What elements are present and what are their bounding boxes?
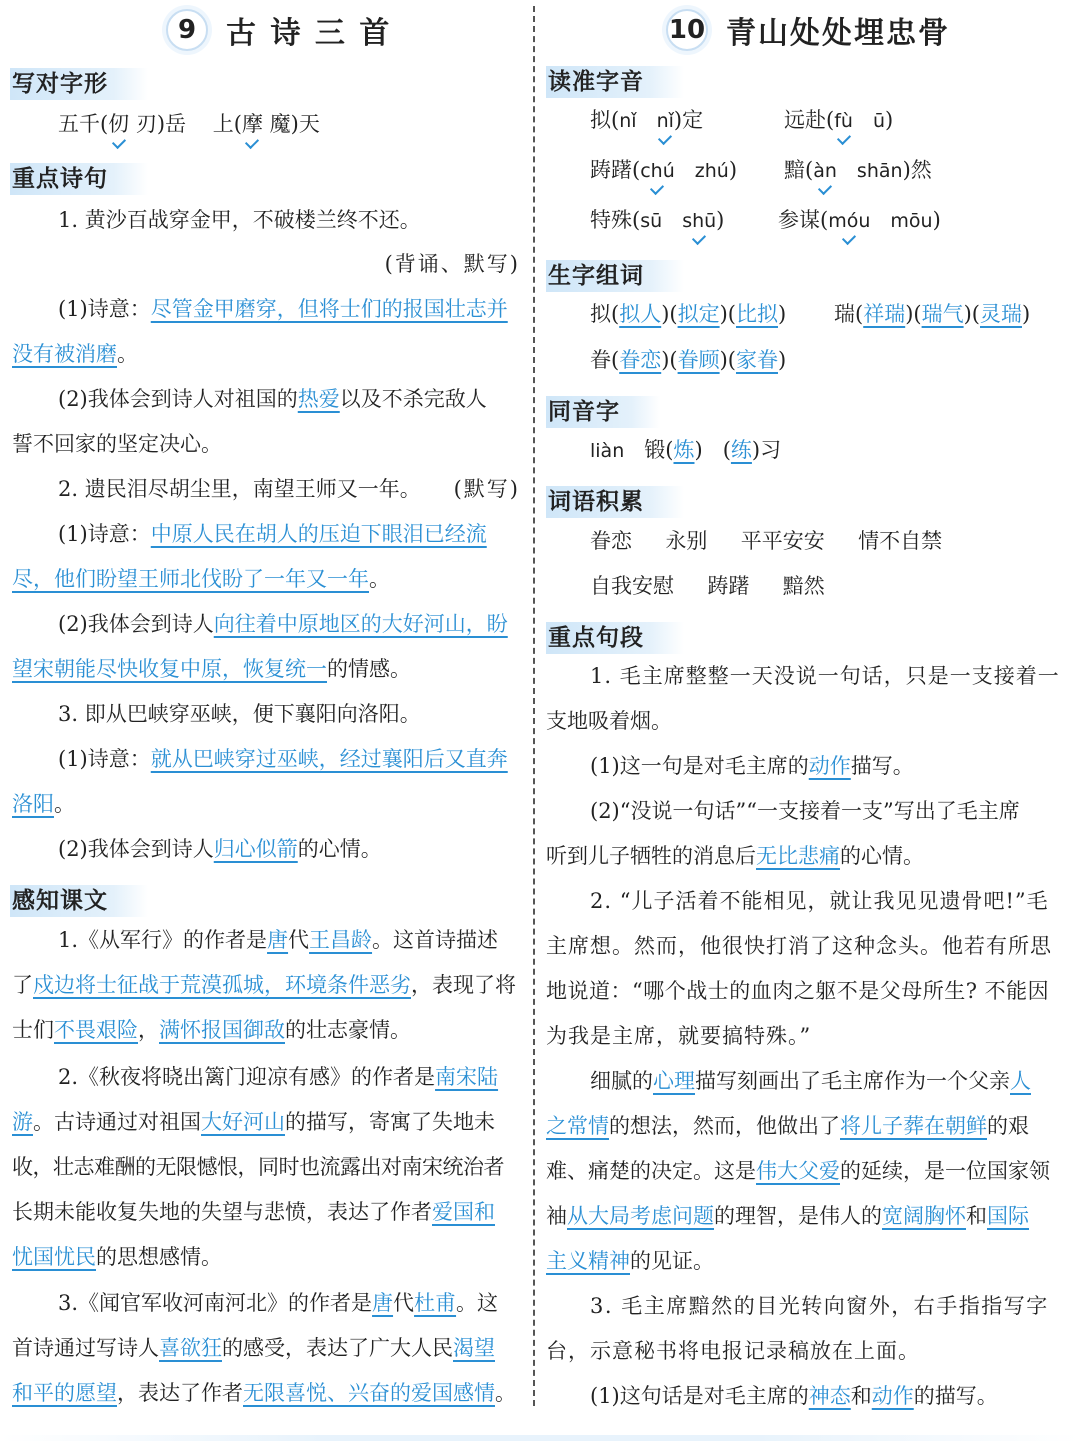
column-divider [533, 6, 535, 1406]
key-sentence: 3. 毛主席黯然的目光转向窗外，右手指指写字 [590, 1294, 1049, 1318]
lesson-number-badge: 10 [666, 9, 708, 51]
answer-text: 向往着中原地区的大好河山，盼 [213, 612, 508, 636]
poem-meaning: (1)诗意：就从巴峡穿过巫峡，经过襄阳后又直奔 [58, 747, 508, 771]
correct-glyph: 摩 [241, 112, 263, 136]
text-paragraph: 2.《秋夜将晓出篱门迎凉有感》的作者是南宋陆 [58, 1065, 499, 1089]
poem-meaning: (1)诗意：中原人民在胡人的压迫下眼泪已经流 [58, 522, 487, 546]
poem-meaning: (1)诗意：尽管金甲磨穿，但将士们的报国壮志并 [58, 297, 508, 321]
lesson-title-text: 青山处处埋忠骨 [726, 16, 950, 51]
lesson-number-badge: 9 [166, 9, 208, 51]
pinyin-choice-line: 拟(nǐ nǐ)定 远赴(fù ū) [590, 108, 894, 132]
lesson-9-title [166, 6, 391, 54]
homophone-line: liàn 锻(炼) (练)习 [590, 438, 782, 462]
answer-text: 就从巴峡穿过巫峡，经过襄阳后又直奔 [150, 747, 508, 771]
section-heading: 感知课文 [10, 885, 148, 917]
source-note: (背诵、默写) [384, 252, 520, 276]
poem-line: 1. 黄沙百战穿金甲，不破楼兰终不还。 [58, 208, 421, 232]
pinyin-choice-line: 踌躇(chú zhú) 黯(àn shān)然 [590, 158, 932, 182]
source-note: (默写) [453, 477, 520, 501]
answer-text: 没有被消磨 [12, 342, 117, 366]
answer-text: 尽，他们盼望王师北伐盼了一年又一年 [12, 567, 369, 591]
poem-feeling: (2)我体会到诗人对祖国的热爱以及不杀完敌人 [58, 387, 487, 411]
analysis-paragraph: 细腻的心理描写刻画出了毛主席作为一个父亲人 [590, 1069, 1031, 1093]
section-heading: 词语积累 [546, 486, 684, 518]
answer-text: 洛阳 [12, 792, 54, 816]
section-heading: 重点句段 [546, 622, 684, 654]
correct-pinyin: àn [813, 160, 837, 182]
lesson-10-title [666, 6, 950, 54]
key-sentence: 2. “儿子活着不能相见，就让我见见遗骨吧!”毛 [590, 889, 1049, 913]
page-bottom-strip [0, 1435, 1080, 1441]
word-group-line: 拟(拟人)(拟定)(比拟) 瑞(祥瑞)(瑞气)(灵瑞) [590, 302, 1031, 326]
answer-text: 中原人民在胡人的压迫下眼泪已经流 [150, 522, 487, 546]
vocabulary-line: 自我安慰 踌躇 黯然 [590, 574, 825, 598]
pinyin-choice-line: 特殊(sū shū) 参谋(móu mōu) [590, 208, 941, 232]
section-heading: 读准字音 [546, 66, 684, 98]
text-paragraph: 3.《闻官军收河南河北》的作者是唐代杜甫。这 [58, 1291, 499, 1315]
poem-feeling: (2)我体会到诗人向往着中原地区的大好河山，盼 [58, 612, 508, 636]
correct-pinyin: fù [834, 110, 853, 132]
section-heading: 生字组词 [546, 260, 684, 292]
poem-line: 2. 遗民泪尽胡尘里，南望王师又一年。 (默写) [0, 467, 528, 512]
lesson-title-text: 古 诗 三 首 [226, 16, 392, 51]
answer-text: 归心似箭 [213, 837, 298, 861]
text-paragraph: 1.《从军行》的作者是唐代王昌龄。这首诗描述 [58, 928, 499, 952]
answer-text: 热爱 [297, 387, 340, 411]
answer-text: 望宋朝能尽快收复中原，恢复统一 [12, 657, 327, 681]
key-sentence: 1. 毛主席整整一天没说一句话，只是一支接着一 [590, 664, 1060, 688]
correct-pinyin: chú [640, 160, 675, 182]
glyph-choice-line: 五千(仞 刃)岳 上(摩 魔)天 [58, 112, 320, 136]
word-group-line: 眷(眷恋)(眷顾)(家眷) [590, 348, 787, 372]
correct-glyph: 仞 [108, 112, 130, 136]
vocabulary-line: 眷恋 永别 平平安安 情不自禁 [590, 529, 943, 553]
section-heading: 同音字 [546, 396, 660, 428]
answer-text: 尽管金甲磨穿，但将士们的报国壮志并 [150, 297, 508, 321]
section-heading: 重点诗句 [10, 163, 148, 195]
correct-pinyin: shū [682, 210, 717, 232]
correct-pinyin: móu [828, 210, 871, 232]
section-heading: 写对字形 [10, 68, 148, 100]
poem-line: 3. 即从巴峡穿巫峡，便下襄阳向洛阳。 [58, 702, 421, 726]
poem-feeling: (2)我体会到诗人归心似箭的心情。 [58, 837, 382, 861]
correct-pinyin: nǐ [656, 110, 674, 132]
